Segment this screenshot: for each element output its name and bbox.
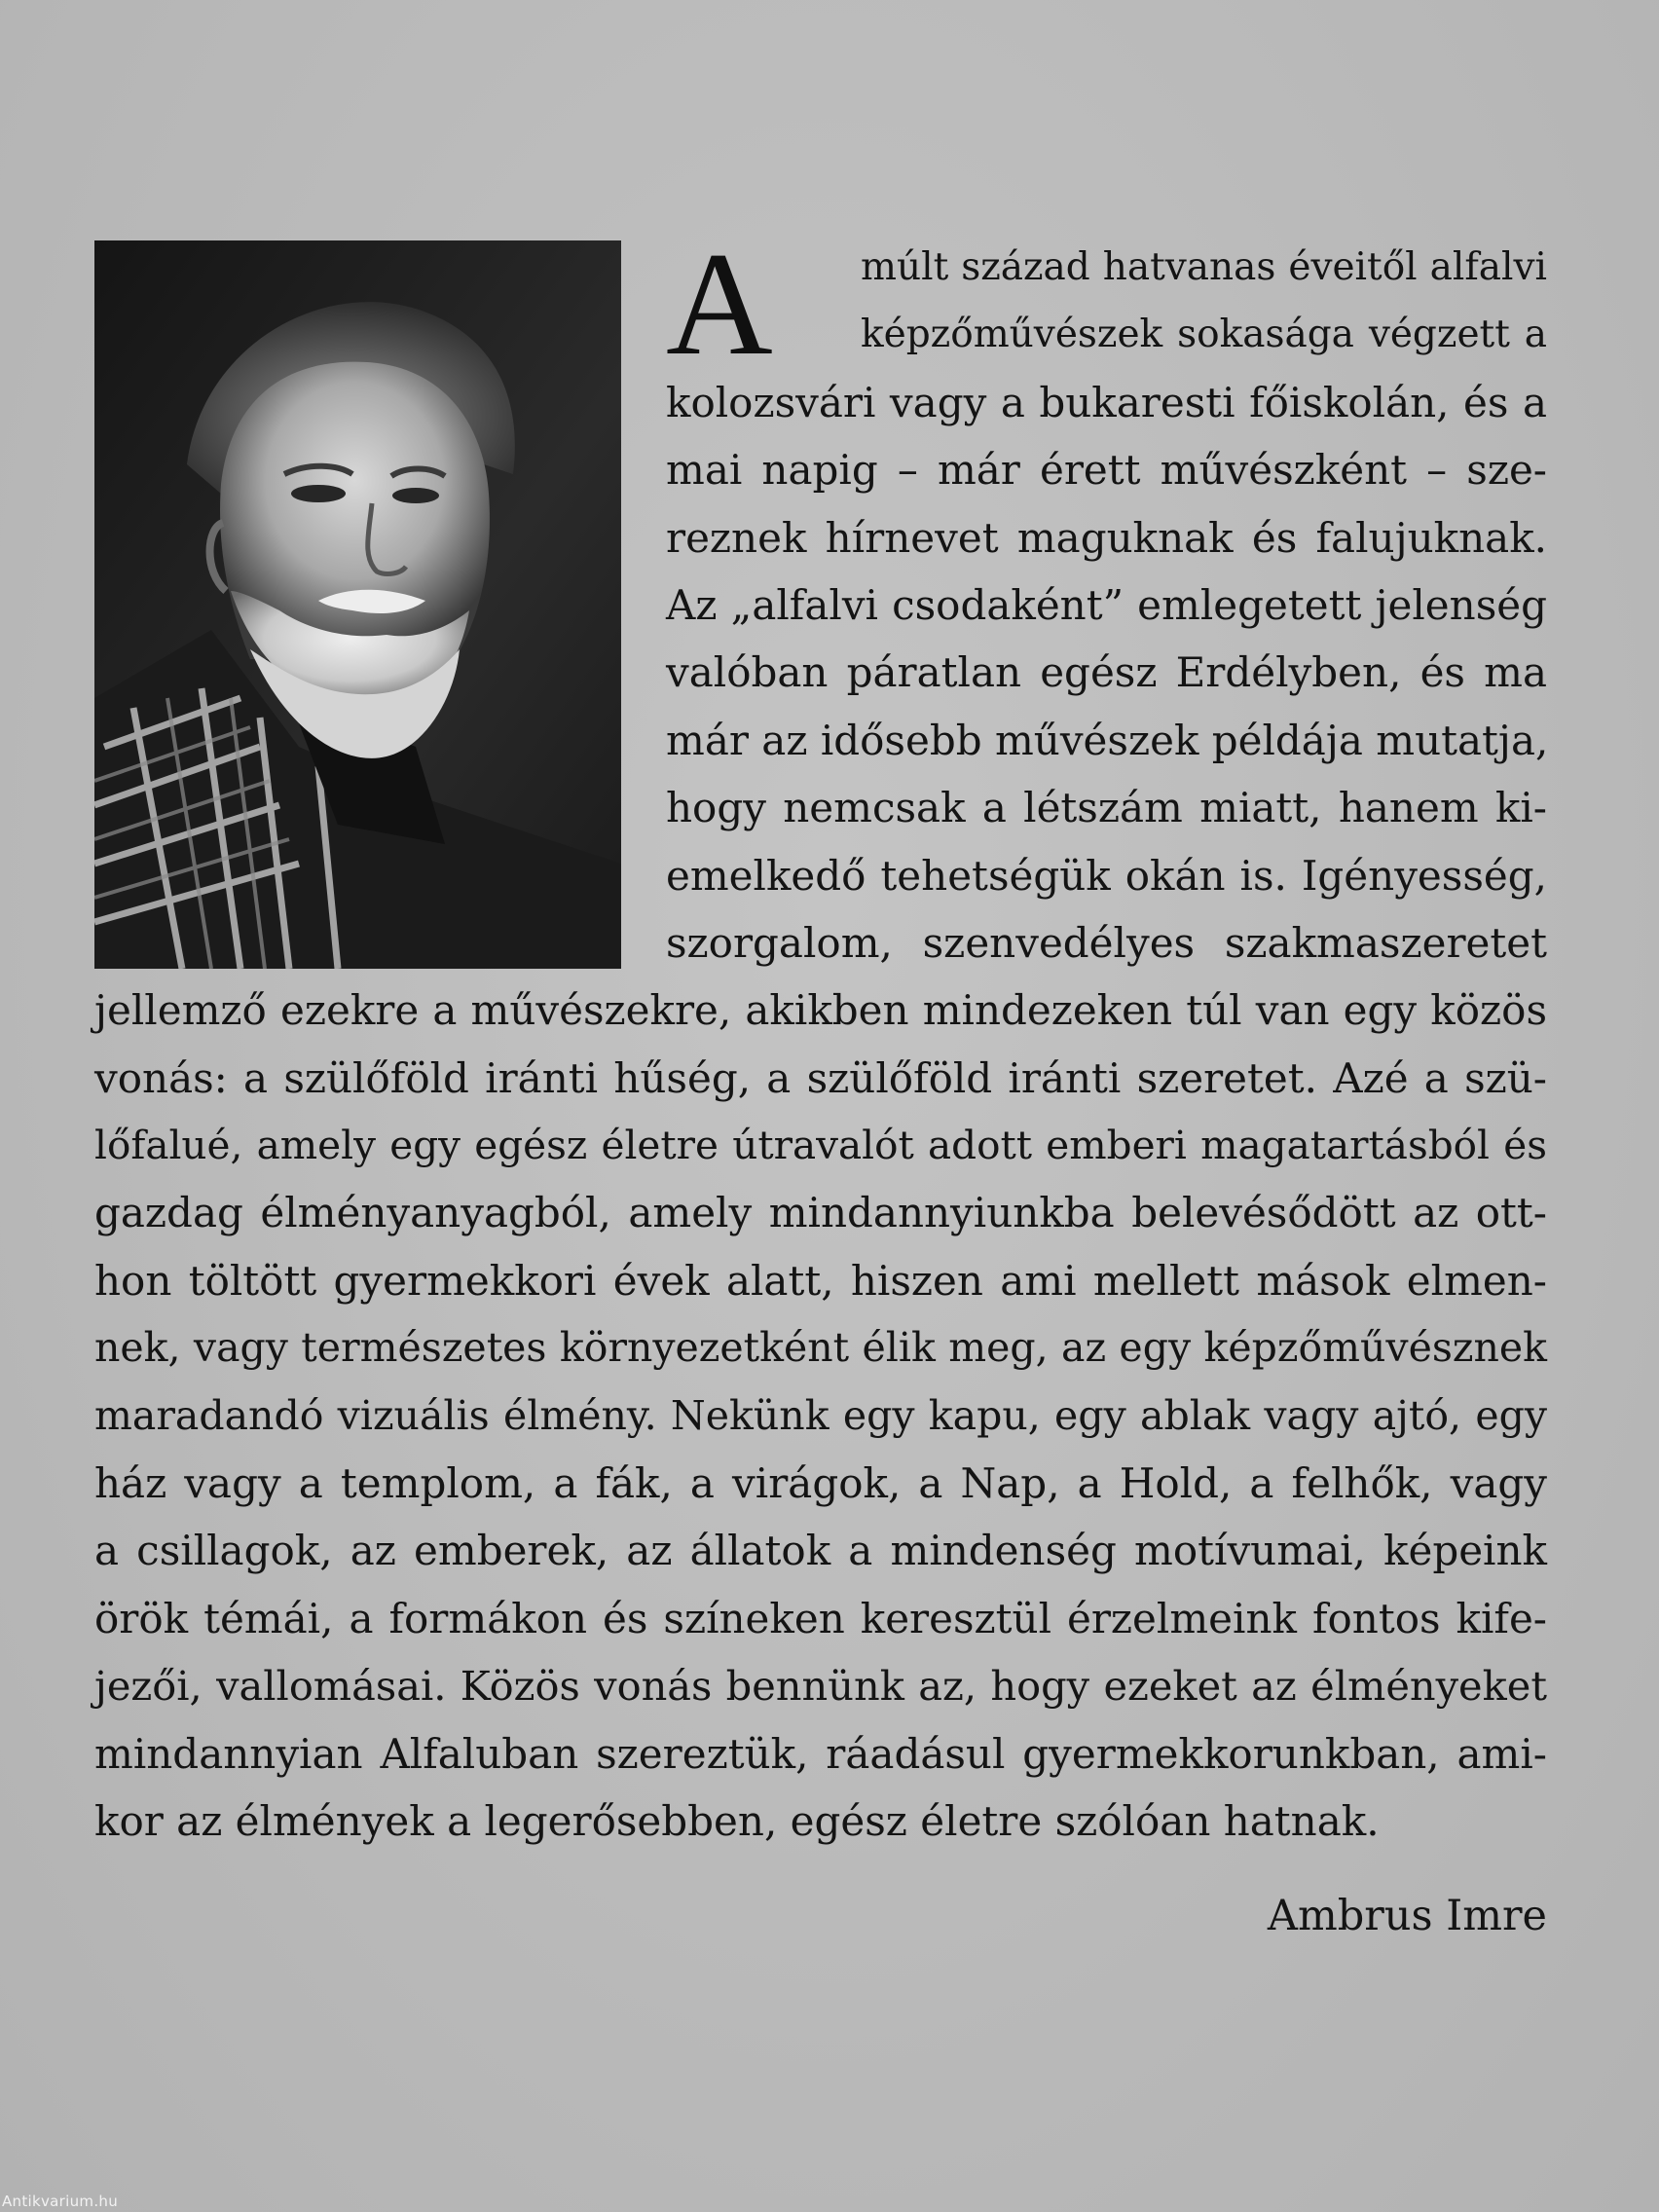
text-line: hon töltött gyermekkori évek alatt, hiszen ami mellett mások elmen-	[94, 1256, 1547, 1305]
author-signature: Ambrus Imre	[1267, 1892, 1547, 1940]
text-line: hogy nemcsak a létszám miatt, hanem ki-	[666, 784, 1547, 832]
text-line: mai napig – már érett művészként – sze-	[666, 446, 1547, 495]
text-line: vonás: a szülőföld iránti hűség, a szülőföld iránti szeretet. Azé a szü-	[94, 1053, 1547, 1102]
text-line: Az „alfalvi csodaként” emlegetett jelenség	[666, 580, 1547, 629]
text-line: nek, vagy természetes környezetként élik meg, az egy képzőművésznek	[94, 1324, 1547, 1372]
text-line: jezői, vallomásai. Közös vonás bennünk az, hogy ezeket az élményeket	[94, 1662, 1547, 1711]
text-line: mindannyian Alfaluban szereztük, ráadásul gyermekkorunkban, ami-	[94, 1729, 1547, 1778]
drop-cap: A	[666, 222, 773, 386]
text-line: maradandó vizuális élmény. Nekünk egy kapu, egy ablak vagy ajtó, egy	[94, 1391, 1547, 1439]
text-line: kor az élmények a legerősebben, egész életre szólóan hatnak.	[94, 1796, 1380, 1845]
text-line: lőfalué, amely egy egész életre útravalót adott emberi magatartásból és	[94, 1122, 1547, 1169]
text-line: emelkedő tehetségük okán is. Igényesség,	[666, 851, 1547, 900]
article-body	[94, 234, 1547, 1947]
text-line: már az idősebb művészek példája mutatja,	[666, 716, 1549, 764]
watermark: Antikvarium.hu	[2, 2193, 119, 2210]
text-line: valóban páratlan egész Erdélyben, és ma	[666, 648, 1547, 697]
text-line: reznek hírnevet maguknak és falujuknak.	[666, 513, 1547, 562]
text-line: kolozsvári vagy a bukaresti főiskolán, és a	[666, 378, 1547, 426]
text-line: jellemző ezekre a művészekre, akikben mindezeken túl van egy közös	[94, 986, 1547, 1035]
text-line: szorgalom, szenvedélyes szakmaszeretet	[666, 918, 1547, 967]
text-line: a csillagok, az emberek, az állatok a mindenség motívumai, képeink	[94, 1527, 1547, 1575]
text-line: ház vagy a templom, a fák, a virágok, a Nap, a Hold, a felhők, vagy	[94, 1459, 1547, 1508]
text-line: örök témái, a formákon és színeken keresztül érzelmeink fontos kife-	[94, 1594, 1547, 1642]
text-line: gazdag élményanyagból, amely mindannyiunkba belevésődött az ott-	[94, 1189, 1547, 1237]
text-line: múlt század hatvanas éveitől alfalvi	[861, 245, 1547, 289]
text-line: képzőművészek sokasága végzett a	[861, 313, 1547, 357]
